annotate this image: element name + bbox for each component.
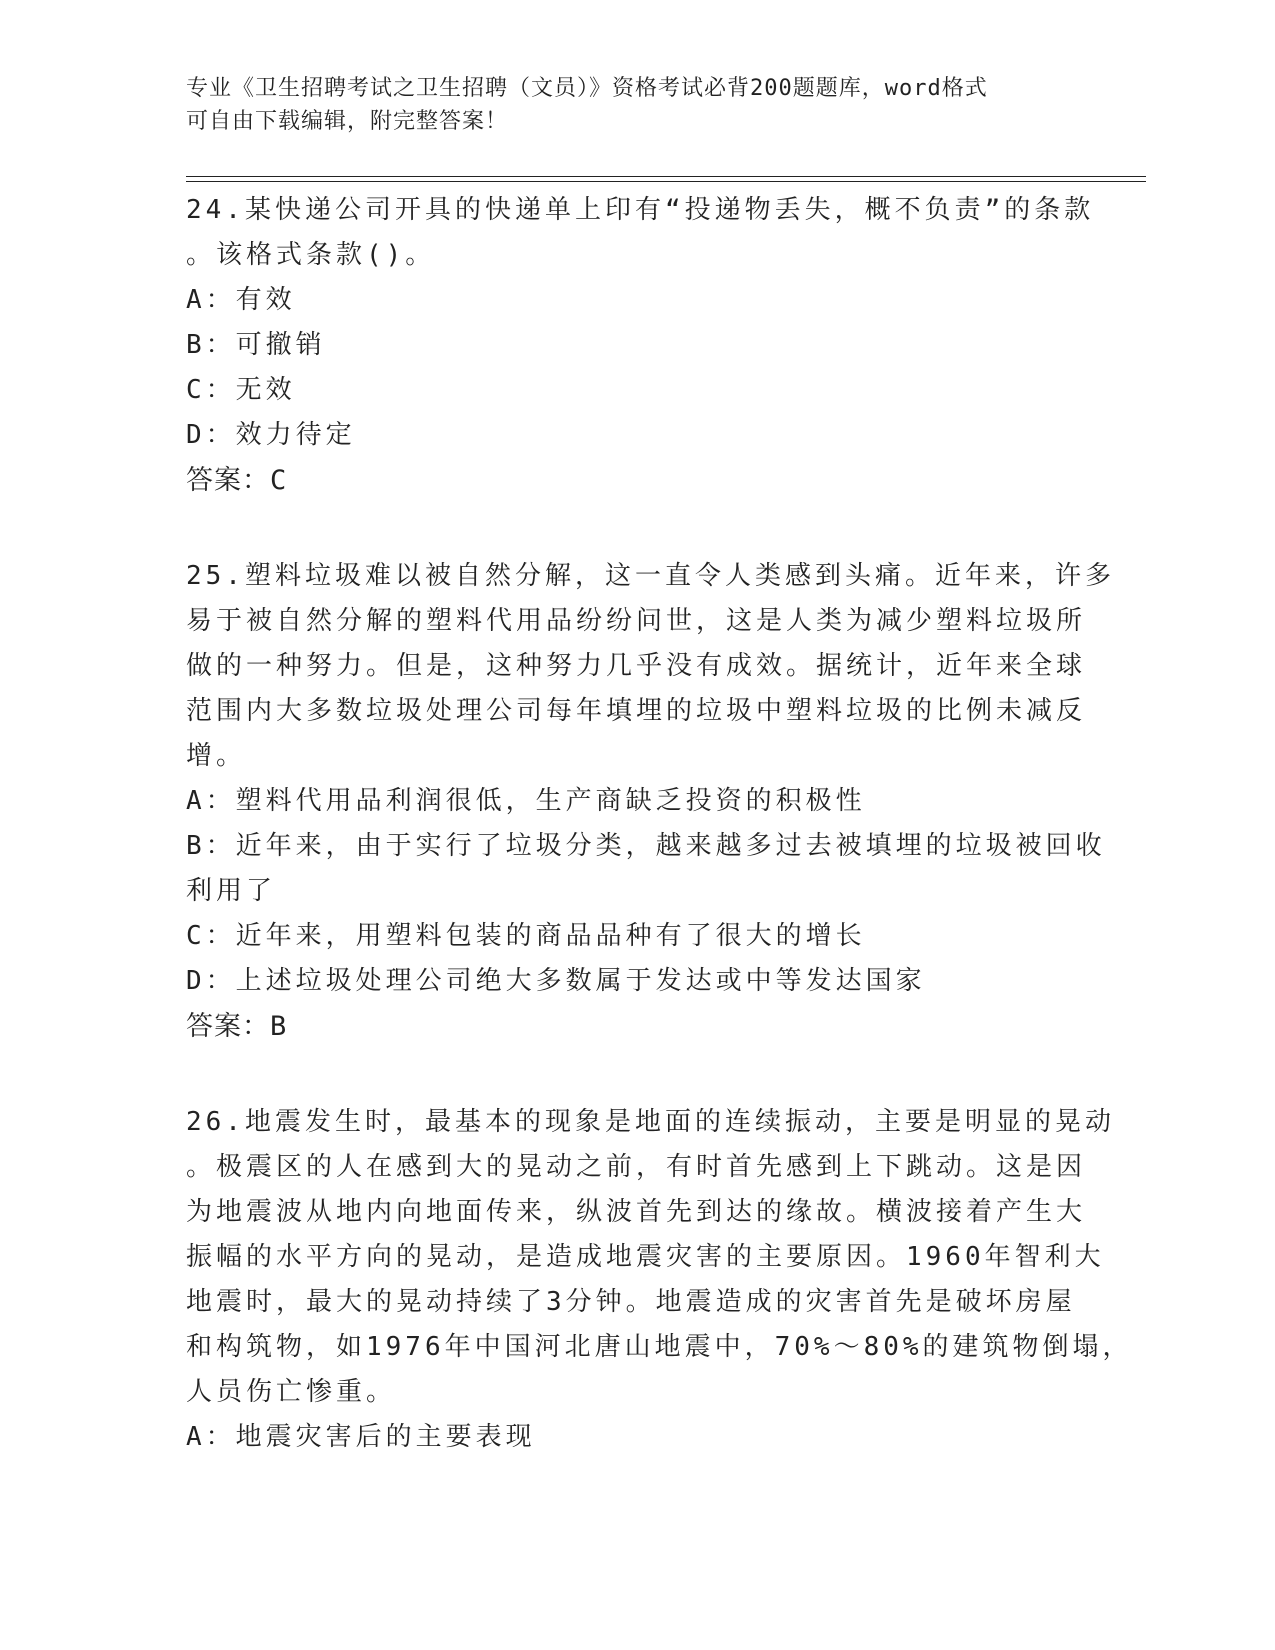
header-line-1: 专业《卫生招聘考试之卫生招聘（文员）》资格考试必背200题题库，word格式 — [186, 76, 988, 101]
option-c: C：近年来，用塑料包装的商品品种有了很大的增长 — [186, 921, 866, 951]
option-b-continued: 利用了 — [186, 876, 277, 906]
question-text-line: 。该格式条款()。 — [186, 240, 436, 270]
option-a: A：塑料代用品利润很低，生产商缺乏投资的积极性 — [186, 786, 866, 816]
question-text-line: 25.塑料垃圾难以被自然分解，这一直令人类感到头痛。近年来，许多 — [186, 561, 1115, 591]
answer-text: 答案：B — [186, 1011, 288, 1042]
question-text-line: 和构筑物，如1976年中国河北唐山地震中，70%～80%的建筑物倒塌， — [186, 1332, 1133, 1362]
question-25 — [186, 554, 1115, 1049]
question-text-line: 振幅的水平方向的晃动，是造成地震灾害的主要原因。1960年智利大 — [186, 1242, 1105, 1272]
option-a: A：有效 — [186, 285, 296, 315]
option-d: D：效力待定 — [186, 420, 356, 450]
question-text-line: 24.某快递公司开具的快递单上印有“投递物丢失，概不负责”的条款 — [186, 195, 1095, 225]
answer-text: 答案：C — [186, 465, 288, 496]
question-text-line: 地震时，最大的晃动持续了3分钟。地震造成的灾害首先是破坏房屋 — [186, 1287, 1076, 1317]
question-text-line: 范围内大多数垃圾处理公司每年填埋的垃圾中塑料垃圾的比例未减反 — [186, 696, 1087, 726]
question-text-line: 人员伤亡惨重。 — [186, 1377, 397, 1407]
question-26 — [186, 1100, 1133, 1460]
question-text-line: 做的一种努力。但是，这种努力几乎没有成效。据统计，近年来全球 — [186, 651, 1087, 681]
header-line-2: 可自由下载编辑，附完整答案！ — [186, 109, 509, 134]
question-text-line: 易于被自然分解的塑料代用品纷纷问世，这是人类为减少塑料垃圾所 — [186, 606, 1087, 636]
question-text-line: 。极震区的人在感到大的晃动之前，有时首先感到上下跳动。这是因 — [186, 1152, 1087, 1182]
option-a: A：地震灾害后的主要表现 — [186, 1422, 536, 1452]
option-c: C：无效 — [186, 375, 296, 405]
option-d: D：上述垃圾处理公司绝大多数属于发达或中等发达国家 — [186, 966, 926, 996]
question-24 — [186, 188, 1095, 503]
question-text-line: 增。 — [186, 741, 247, 771]
question-text-line: 26.地震发生时，最基本的现象是地面的连续振动，主要是明显的晃动 — [186, 1107, 1115, 1137]
document-header — [186, 72, 1066, 138]
header-rule-top — [186, 176, 1146, 177]
option-b: B：可撤销 — [186, 330, 326, 360]
question-text-line: 为地震波从地内向地面传来，纵波首先到达的缘故。横波接着产生大 — [186, 1197, 1087, 1227]
option-b: B：近年来，由于实行了垃圾分类，越来越多过去被填埋的垃圾被回收 — [186, 831, 1106, 861]
header-rule-bottom — [186, 181, 1146, 182]
